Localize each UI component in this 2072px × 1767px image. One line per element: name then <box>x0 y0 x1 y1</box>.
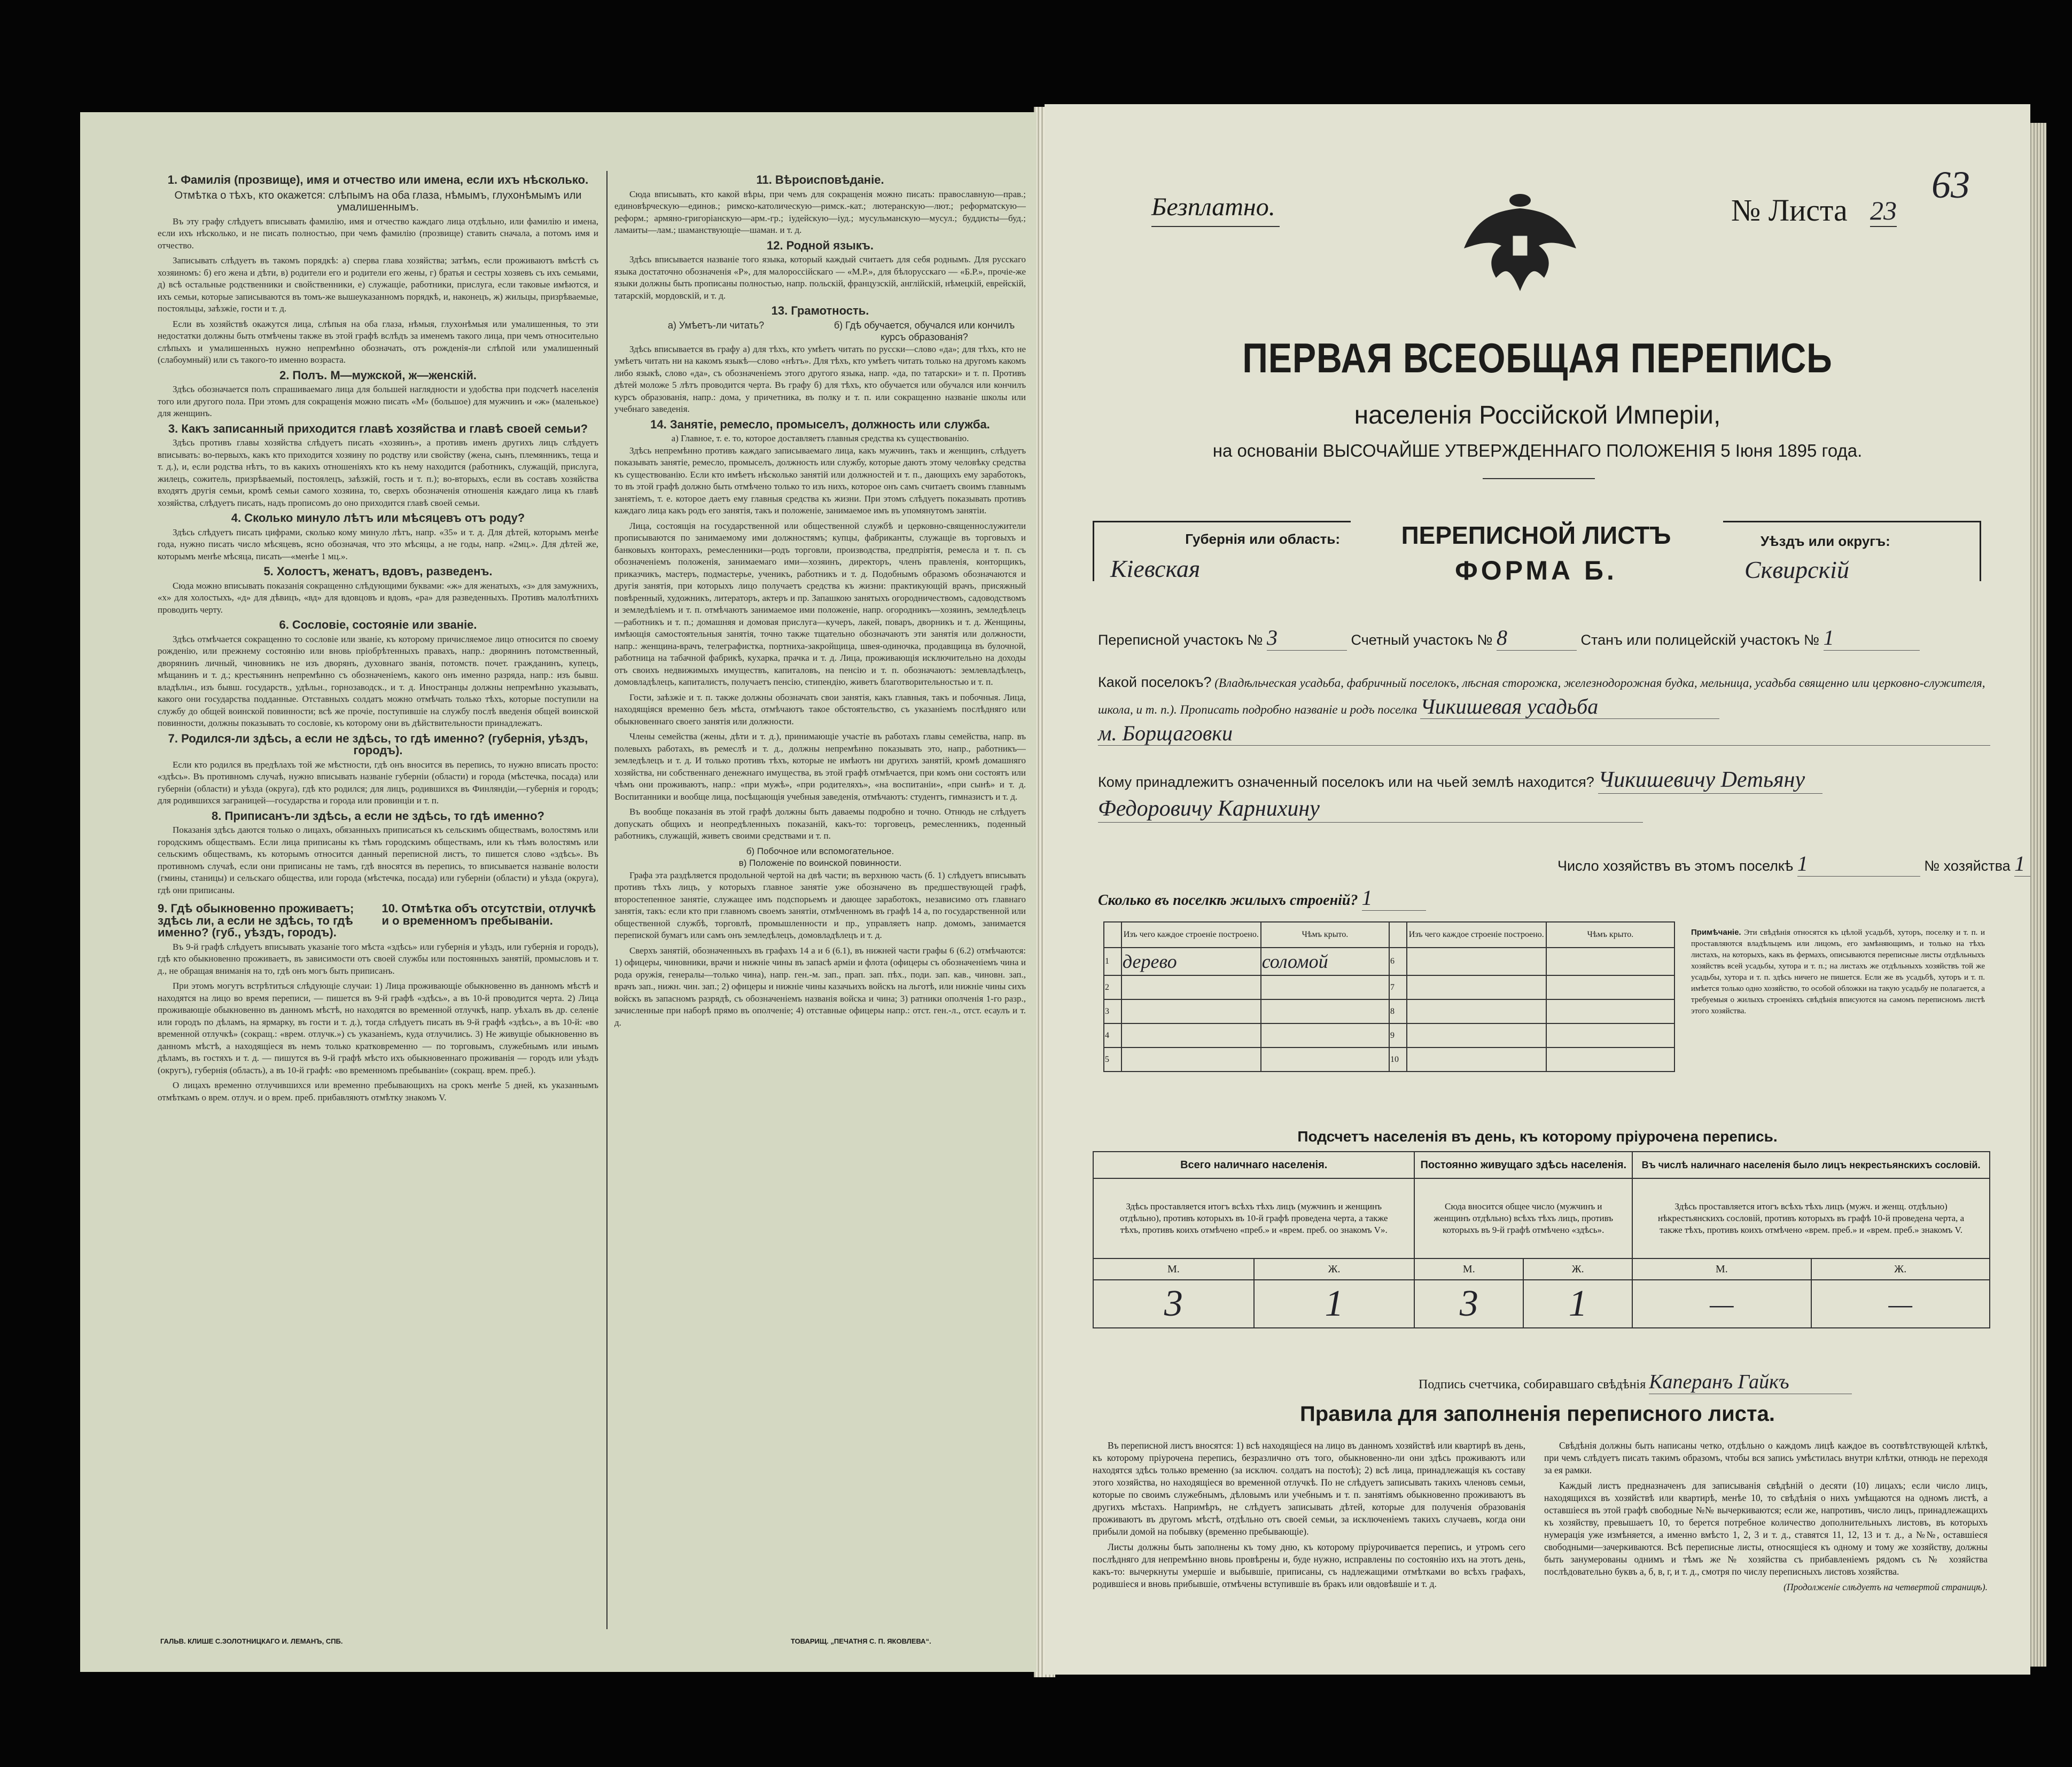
rules-text-2b: Каждый листъ предназначенъ для записыванія свѣдѣній о десяти (10) лицахъ; если число лицъ, находящихся въ хозяйствѣ или квартирѣ, менѣе 10, то свѣдѣнія о нихъ умѣщаются на одномъ листѣ, а оставшіеся въ этой графѣ свободные №№ вычеркиваются; если же, напротивъ, число лицъ, принадлежащихъ къ хозяйству, превышаетъ 10, то берется потребное количество дополнительныхъ листовъ, въ которыхъ нумерація уже измѣняется, а именно вмѣсто 1, 2, 3 и т. д., ставятся 11, 12, 13 и т. д., а №№, оставшіеся свободными—зачеркиваются. Всѣ переписные листы, относящіеся къ одному и тому же хозяйству, должны быть занумерованы однимъ и тѣмъ же № хозяйства съ прибавленіемъ рядомъ съ № хозяйства послѣдовательно буквъ а, б, в, г, и т. д., смотря по числу переписныхъ листовъ хозяйства. <box>1544 1480 1988 1577</box>
section-14a: а) Главное, т. е. то, которое доставляетъ главныя средства къ существованію. <box>671 433 969 443</box>
note-title: Примѣчаніе. <box>1691 928 1741 937</box>
free-underline <box>1151 226 1280 227</box>
permanent-males[interactable]: 3 <box>1414 1280 1523 1328</box>
settlement-value-1[interactable]: Чикишевая усадьба <box>1420 695 1719 719</box>
row-number: 3 <box>1104 999 1121 1023</box>
building-1-material[interactable]: дерево <box>1121 948 1261 975</box>
left-footer-press: ТОВАРИЩ. „ПЕЧАТНЯ С. П. ЯКОВЛЕВА“. <box>791 1637 931 1645</box>
household-number-value[interactable]: 1 <box>2014 851 2030 877</box>
bt-header-roof-2: Чѣмъ крыто. <box>1546 922 1674 948</box>
free-label: Безплатно. <box>1151 193 1275 221</box>
instructions-column-2: 11. Вѣроисповѣданіе. Сюда вписывать, кто какой вѣры, при чемъ для сокращенія можно писать: православную—прав.; единовѣрческую—единов.; римско-католическую—римск.-кат.; лютеранскую—лют.; реформатскую—реформ.; армяно-григоріанскую—арм.-гр.; іудейскую—іуд.; мусульманскую—мусул.; буддисты—буд.; ламаиты—лам.; шаманствующіе—шаман. и т. д. 12. Родной языкъ. Здѣсь вписывается названіе того языка, который каждый считаетъ для себя роднымъ. Для русскаго языка достаточно обозначенія «Р», для малороссійскаго — «М.Р.», для бѣлорусскаго — «Б.Р.», прочіе-же языки должны быть прописаны полностью, напр. польскій, французскій, англійскій, нѣмецкій, еврейскій, татарскій, мордовскій, и т. д. 13. Грамотность. а) Умѣетъ-ли читать? б) Гдѣ обучается, обучался или кончилъ курсъ образованія? Здѣсь вписывается въ графу а) для тѣхъ, кто умѣетъ читать по русски—слово «да»; для тѣхъ, кто не умѣетъ читать ни на какомъ языкѣ—слово «нѣтъ». Для тѣхъ, кто умѣетъ читать только на другомъ какомъ либо языкѣ, слово «да», съ обозначеніемъ этого другого языка, напр. «да, по татарски» и т. п. Противъ дѣтей моложе 5 лѣтъ проводится черта. Въ графу б) для тѣхъ, кто обучается или обучался или кончилъ курсъ образованія, напр.: дома, у причетника, въ полку и т. п. или сокращенно названіе школы или учебнаго заведенія. 14. Занятіе, ремесло, промыселъ, должность или служба. а) Главное, т. е. то, которое доставляетъ главныя средства къ существованію. Здѣсь непремѣнно противъ каждаго записываемаго лица, какъ мужчинъ, такъ и женщинъ, слѣдуетъ показывать занятіе, ремесло, промыселъ, должность или службу, которые даютъ этому человѣку средства къ существованію. Если кто имѣетъ нѣсколько занятій или должностей и т. п., дающихъ ему заработокъ, то въ этой графѣ должно быть отмѣчено только то изъ нихъ, которое онъ самъ считаетъ своимъ главнымъ занятіемъ, т. е. которое даетъ ему главныя средства къ жизни. При этомъ слѣдуетъ показывать противъ каждаго лица какъ родъ его занятія, такъ и положеніе, занимаемое имъ въ упомянутомъ занятіи. Лица, состоящія на государственной или общественной службѣ и церковно-священнослужители прописываются по занимаемому ими должностямъ; купцы, фабриканты, служащіе въ торговыхъ и банковыхъ конторахъ, ремесленники—родъ торговли, производства, предпріятія, ремесла и т. п. съ обозначеніемъ положенія, занимаемаго ими—хозяинъ, директоръ, членъ правленія, конторщикъ, приказчикъ, мастеръ, подмастерье, ученикъ, работникъ и т. д. Подобнымъ образомъ обозначаются и другія занятія, при которыхъ лицо получаетъ средства къ жизни: практикующій врачъ, присяжный повѣренный, художникъ, литераторъ, актеръ и пр. Запашкою занятыхъ огородничествомъ, садоводствомъ и земледѣліемъ и т. п. отмѣчаютъ занимаемое ими положеніе, напр. огородникъ—хозяинъ, земледѣлецъ—работникъ и т. п.; домашняя и домовая прислуга—кучеръ, лакей, поваръ, дворникъ и т. д. Женщины, имѣющія самостоятельныя занятія, точно также тщательно обозначаютъ эти занятія или должности, напр.: женщина-врачъ, телеграфистка, портниха-закройщица, швея-одиночка, продавщица въ булочной, работница на табачной фабрикѣ, кухарка, прачка и т. д. Лица, проживающія исключительно на доходы отъ своихъ недвижимыхъ имуществъ, капиталовъ, на пенсію и т. п. обозначаютъ: землевладѣлецъ, домовладѣлецъ, капиталистъ, получаетъ пенсію, стипендію, живетъ благотворительностью и т. п. Гости, заѣзжіе и т. п. также должны обозначать свои занятія, какъ главныя, такъ и побочныя. Лица, находящіяся временно безъ мѣста, отмѣчаютъ такое обстоятельство, съ указаніемъ послѣдняго или обыкновеннаго своего занятія или должности. Члены семейства (жены, дѣти и т. д.), принимающіе участіе въ работахъ главы семейства, напр. въ полевыхъ работахъ, въ ремеслѣ и т. д., должны непремѣнно показывать это, напр., работникъ—земледѣлецъ и т. д. И только противъ тѣхъ, которые не имѣютъ ни другихъ занятій, кромѣ домашняго хозяйства, ни собственнаго денежнаго имущества, въ этой графѣ отмѣчается, при комъ они состоятъ или чѣмъ они проживаютъ, напр.: «при мужѣ», «при родителяхъ», «на воспитаніи», «при сынѣ» и т. д. Воспитанники и вообще лица, посѣщающія учебныя заведенія, отмѣчаютъ: студентъ, гимназистъ и т. д. Въ вообще показанія въ этой графѣ должны быть даваемы подробно и точно. Отнюдь не слѣдуетъ допускать общихъ и неопредѣленныхъ показаній, какъ-то: торговецъ, ремесленникъ, поденный работникъ, служащій, живетъ своими средствами и т. п. б) Побочное или вспомогательное. в) Положеніе по воинской повинности. Графа эта раздѣляется продольной чертой на двѣ части; въ верхнюю часть (б. 1) слѣдуетъ вписывать противъ тѣхъ лицъ, у которыхъ главное занятіе уже обозначено въ предшествующей графѣ, второстепенное занятіе, служащее имъ подспорьемъ и дающее заработокъ, независимо отъ главнаго занятія, такъ: если кто при главномъ своемъ занятіи, отмѣченномъ въ графѣ 14 а, по государственной или общественной службѣ, торговлѣ, промышленности и пр., управляетъ напр. домомъ, занимается перепиской бумагъ или самъ онъ земледѣлецъ, домовладѣлецъ и т. д. Сверхъ занятій, обозначенныхъ въ графахъ 14 а и 6 (6.1), въ нижней части графы 6 (6.2) отмѣчаются: 1) офицеры, чиновники, врачи и нижніе чины въ запасѣ арміи и флота (офицеры съ обозначеніемъ чина и рода оружія, генералы—только чина), напр. ген.-м. зап., прап. зап. пѣх., поди. зап. кав., чиновн. зап., врачъ зап., нижн. чин. зап.; 2) офицеры и нижніе чины казачьихъ войскъ на льготѣ, или нижніе чины сихъ войскъ въ запасномъ разрядѣ, съ обозначеніемъ названія войска и чина; 3) ратники ополченія 1-го разр., зачисленные при наборѣ прямо въ ополченіе; 4) отставные офицеры напр.: отст. ген.-л., отст. есаулъ и т. д. <box>614 173 1026 1028</box>
row-number: 4 <box>1104 1023 1121 1047</box>
empty-cell[interactable] <box>1261 1047 1389 1072</box>
signature-label: Подпись счетчика, собиравшаго свѣдѣнія <box>1419 1378 1646 1391</box>
ct-header-non-peasant: Въ числѣ наличнаго населенія было лицъ некрестьянскихъ сословій. <box>1632 1152 1990 1178</box>
gubernia-box <box>1093 521 1351 581</box>
gubernia-label: Губернія или область: <box>1185 531 1340 547</box>
section-10-title: 10. Отмѣтка объ отсутствіи, отлучкѣ и о временномъ пребываніи. <box>381 902 596 927</box>
corner-page-number: 63 <box>1931 163 1970 206</box>
empty-cell[interactable] <box>1121 1023 1261 1047</box>
row-number: 2 <box>1104 975 1121 999</box>
table-row <box>1104 1023 1674 1047</box>
empty-cell[interactable] <box>1407 1023 1546 1047</box>
building-1-roof[interactable]: соломой <box>1261 948 1389 975</box>
empty-cell[interactable] <box>1407 1047 1546 1072</box>
rules-text-1: Въ переписной листъ вносятся: 1) всѣ находящіеся на лицо въ данномъ хозяйствѣ или квартирѣ въ день, къ которому пріурочена перепись, безразлично отъ того, обыкновенно-ли они здѣсь проживаютъ или находятся здѣсь только временно (за исключ. солдатъ на постоѣ); 2) всѣ лица, принадлежащія къ составу этого хозяйства, но находящіеся во временной отлучкѣ. По не слѣдуетъ записывать такихъ членовъ семьи, которые по своимъ служебнымъ, дѣловымъ или учебнымъ и т. п. занятіямъ обыкновенно проживаютъ въ другихъ мѣстахъ. Напримѣръ, не слѣдуетъ записывать дѣтей, которые для полученія образованія проживаютъ въ другомъ мѣстѣ, отдѣльно отъ своей семьи, за исключеніемъ такихъ случаевъ, когда они прибыли домой на побывку (временно пребывающіе). <box>1093 1440 1525 1537</box>
counting-district-value[interactable]: 8 <box>1497 625 1577 651</box>
rules-title: Правила для заполненія переписного листа. <box>1300 1402 1775 1426</box>
section-13b: б) Гдѣ обучается, обучался или кончилъ курсъ образованія? <box>834 319 1015 342</box>
main-title: ПЕРВАЯ ВСЕОБЩАЯ ПЕРЕПИСЬ <box>1242 334 1833 381</box>
census-district-label: Переписной участокъ № <box>1098 632 1263 648</box>
rules-column-2 <box>1544 1440 1988 1664</box>
gubernia-value[interactable]: Кіевская <box>1110 555 1201 582</box>
section-12-title: 12. Родной языкъ. <box>766 238 874 252</box>
settlement-hint-2: Прописать подробно названіе и родъ поселка <box>1180 703 1417 716</box>
households-row <box>1557 851 2030 877</box>
total-males[interactable]: 3 <box>1093 1280 1254 1328</box>
counting-district-label: Счетный участокъ № <box>1351 632 1493 648</box>
table-row <box>1104 999 1674 1023</box>
section-1-title: 1. Фамилія (прозвище), имя и отчество или имена, если ихъ нѣсколько. <box>167 173 589 186</box>
settlement-row <box>1098 670 1990 746</box>
section-1-subtitle: Отмѣтка о тѣхъ, кто окажется: слѣпымъ на оба глаза, нѣмымъ, глухонѣмымъ или умалишеннымъ. <box>174 189 582 213</box>
settlement-label: Какой поселокъ? <box>1098 674 1212 690</box>
section-7-title: 7. Родился-ли здѣсь, а если не здѣсь, то гдѣ именно? (губернія, уѣздъ, городъ). <box>168 731 588 757</box>
bt-header-material-2: Изъ чего каждое строеніе построено. <box>1407 922 1546 948</box>
total-females[interactable]: 1 <box>1254 1280 1415 1328</box>
empty-cell[interactable] <box>1407 975 1546 999</box>
household-number-label: № хозяйства <box>1924 858 2011 874</box>
census-district-value[interactable]: 3 <box>1267 625 1347 651</box>
row-number: 7 <box>1389 975 1407 999</box>
section-4-title: 4. Сколько минуло лѣтъ или мѣсяцевъ отъ роду? <box>231 511 525 525</box>
empty-cell[interactable] <box>1407 948 1546 975</box>
section-3-title: 3. Какъ записанный приходится главѣ хозяйства и главѣ своей семьи? <box>168 421 588 435</box>
section-6-title: 6. Сословіе, состояніе или званіе. <box>279 618 477 631</box>
table-row <box>1104 948 1674 975</box>
column-divider <box>606 171 607 1629</box>
section-11-title: 11. Вѣроисповѣданіе. <box>756 173 884 186</box>
row-number: 6 <box>1389 948 1407 975</box>
imperial-eagle-emblem-icon <box>1459 184 1582 302</box>
section-9-title: 9. Гдѣ обыкновенно проживаетъ; здѣсь ли, а если не здѣсь, то гдѣ именно? (губ., уѣздъ, городъ). <box>158 902 354 939</box>
stan-value[interactable]: 1 <box>1824 625 1920 651</box>
owner-value-2[interactable]: Федоровичу Карнихину <box>1098 795 1643 823</box>
section-14v: в) Положеніе по воинской повинности. <box>738 858 902 868</box>
owner-row <box>1098 767 1996 823</box>
empty-cell[interactable] <box>1261 975 1389 999</box>
signature-row <box>1419 1370 1852 1394</box>
empty-cell[interactable] <box>1121 999 1261 1023</box>
section-8-title: 8. Приписанъ-ли здѣсь, а если не здѣсь, то гдѣ именно? <box>212 809 544 823</box>
households-label: Число хозяйствъ въ этомъ поселкѣ <box>1557 858 1794 874</box>
ct-zh-header: Ж. <box>1254 1258 1415 1280</box>
right-page-census-form <box>1045 104 2030 1675</box>
row-number: 8 <box>1389 999 1407 1023</box>
stan-label: Станъ или полицейскій участокъ № <box>1580 632 1820 648</box>
section-5-title: 5. Холостъ, женатъ, вдовъ, разведенъ. <box>263 565 493 578</box>
owner-label: Кому принадлежитъ означенный поселокъ или на чьей землѣ находится? <box>1098 774 1594 790</box>
empty-cell[interactable] <box>1261 1023 1389 1047</box>
bt-header-material: Изъ чего каждое строеніе построено. <box>1121 922 1261 948</box>
ct-desc-permanent: Сюда вносится общее число (мужчинъ и женщинъ отдѣльно) всѣхъ тѣхъ лицъ, противъ которыхъ въ 9-й графѣ отмѣчено «здѣсь». <box>1414 1178 1632 1258</box>
signature-value[interactable]: Каперанъ Гайкъ <box>1649 1370 1852 1394</box>
rules-column-1 <box>1093 1440 1525 1653</box>
instructions-column-1: 1. Фамилія (прозвище), имя и отчество или имена, если ихъ нѣсколько. Отмѣтка о тѣхъ, кто окажется: слѣпымъ на оба глаза, нѣмымъ, глухонѣмымъ или умалишеннымъ. Въ эту графу слѣдуетъ вписывать фамилію, имя и отчество каждаго лица отдѣльно, или фамилію и имена, если ихъ нѣсколько, и не писать полностью, при чемъ фамилію (прозвище) ставить сначала, а потомъ имя и отчество. Записывать слѣдуетъ въ такомъ порядкѣ: а) сперва глава хозяйства; затѣмъ, если проживаютъ вмѣстѣ съ хозяиномъ: б) его жена и дѣти, в) родители его и родители его жены, г) братья и сестры хозяевъ съ ихъ семьями, д) всѣ остальные родственники и свойственники, е) служащіе, работники, прислуга, если таковые имѣются, и ихъ семьи, которые записываются въ томъ-же вышеуказанномъ порядкѣ, и, наконецъ, ж) жильцы, призрѣваемые, постояльцы, заѣзжіе, гости и т. д. Если въ хозяйствѣ окажутся лица, слѣпыя на оба глаза, нѣмыя, глухонѣмыя или умалишенныя, то эти недостатки должны быть отмѣчены также въ этой графѣ вслѣдъ за именемъ такого лица, при чемъ относительно слѣпыхъ и умалишенныхъ нужно непремѣнно обозначать, отъ рожденія-ли слѣпой или умалишенный (слабоумный) или съ такого-то именно возраста. 2. Полъ. М—мужской, ж—женскій. Здѣсь обозначается полъ спрашиваемаго лица для большей наглядности и удобства при подсчетѣ населенія того или другого пола. При этомъ для сокращенія можно писать «М» (большое) для мужчинъ и «ж» (маленькое) для женщинъ. 3. Какъ записанный приходится главѣ хозяйства и главѣ своей семьи? Здѣсь противъ главы хозяйства слѣдуетъ писать «хозяинъ», а противъ именъ другихъ лицъ слѣдуетъ вписывать: во-первыхъ, какъ кто приходится хозяину по родству или свойству (жена, сынъ, племянникъ, теща и т. д.), и, если родства нѣтъ, то въ какихъ отношеніяхъ кто къ нему находится (работникъ, служащій, прислуга, жилецъ, сожитель, призрѣваемый, постоялецъ, заѣзжій, гость и т. п.); во-вторыхъ, если въ составъ хозяйства входятъ другія семьи, кромѣ семьи самого хозяина, то, сверхъ обозначенія отношенія каждаго лица къ главѣ хозяйства, слѣдуетъ писать, надъ прописомъ до оно приходится главѣ своей семьи. 4. Сколько минуло лѣтъ или мѣсяцевъ отъ роду? Здѣсь слѣдуетъ писать цифрами, сколько кому минуло лѣтъ, напр. «35» и т. д. Для дѣтей, которымъ менѣе года, нужно писать число мѣсяцевъ, ясно обозначая, что это мѣсяцы, а не годы, напр. «2мц.». Для дѣтей же, которымъ менѣе мѣсяца, писать—«менѣе 1 мц.». 5. Холостъ, женатъ, вдовъ, разведенъ. Сюда можно вписывать показанія сокращенно слѣдующими буквами: «ж» для женатыхъ, «з» для замужнихъ, «х» для холостыхъ, «д» для дѣвицъ, «вд» для вдовцовъ и вдовъ, «ра» для разведенныхъ. Противъ малолѣтнихъ проводить черту. 6. Сословіе, состояніе или званіе. Здѣсь отмѣчается сокращенно то сословіе или званіе, къ которому причисляемое лицо относится по своему рожденію, или прежнему состоянію или вновь пріобрѣтенныхъ правахъ, напр.: дворянинъ потомственный, дворянинъ личный, чиновникъ не изъ дворянъ, духовнаго званія, потомств. почет. гражданинъ, купецъ, мѣщанинъ и т. д.; крестьянинъ непремѣнно съ обозначеніемъ, какого онъ именно разряда, напр.: изъ бывш. владѣльч., изъ бывш. государств., удѣльн., горнозаводск., и т. д. Иностранцы должны непремѣнно указывать, какого они государства подданные. Отставныхъ солдатъ можно отмѣчать только тѣхъ, которые поступили на службу до общей воинской повинности; всѣ же прочіе, поступившіе на службу послѣ введенія общей воинской повинности, должны показывать то сословіе, къ которому они въ дѣйствительности принадлежатъ. 7. Родился-ли здѣсь, а если не здѣсь, то гдѣ именно? (губернія, уѣздъ, городъ). Если кто родился въ предѣлахъ той же мѣстности, гдѣ онъ вносится въ перепись, то нужно вписать просто: «здѣсь». Въ противномъ случаѣ, нужно вписывать названіе губерніи (области) и города (мѣстечка, посада) или губерніи (области) и уѣзда (округа), гдѣ кто родился; для лицъ, родившихся въ Финляндіи,—губернія и городъ; для родившихся заграницей—государства и города или провинціи и т. п. 8. Приписанъ-ли здѣсь, а если не здѣсь, то гдѣ именно? Показанія здѣсь даются только о лицахъ, обязанныхъ приписаться къ сельскимъ обществамъ, волостямъ или городскимъ обществамъ. Если лица приписаны къ тѣмъ городскимъ обществамъ, или къ тѣмъ волостямъ или сельскимъ обществамъ, къ которымъ относится данный переписной листъ, то пишется слово «здѣсь». Въ противномъ случаѣ, если они приписаны не тамъ, гдѣ вносятся въ перепись, то вписывается названіе волости (гмины, станицы) и сельскаго общества, или города (мѣстечка, посада) или губерніи (области) и уѣзда (округа), гдѣ они приписаны. 9. Гдѣ обыкновенно проживаетъ; здѣсь ли, а если не здѣсь, то гдѣ именно? (губ., уѣздъ, городъ). 10. Отмѣтка объ отсутствіи, отлучкѣ и о временномъ пребываніи. Въ 9-й графѣ слѣдуетъ вписывать указаніе того мѣста «здѣсь» или губернія и уѣздъ, или губернія и городъ), гдѣ кто обыкновенно проживаетъ, въ зависимости отъ своей службы или постоянныхъ занятій, промысловъ и т. д., не обращая вниманія на то, гдѣ онъ могъ быть приписанъ. При этомъ могутъ встрѣтиться слѣдующіе случаи: 1) Лица проживающіе обыкновенно въ данномъ мѣстѣ и находятся на лицо во время переписи, — пишется въ 9-й графѣ «здѣсь», а въ 10-й проводится черта. 2) Лица проживающіе обыкновенно въ данномъ мѣстѣ, но находятся во временной отлучкѣ, напр. уѣхалъ въ др. селеніе или городъ по дѣламъ, на ярмарку, въ гости и т. д.), тогда слѣдуетъ писать въ 9-й графѣ «здѣсь», а въ 10-й: «во временной отлучкѣ» (сокращ.: «врем. отлучк.») съ указаніемъ, куда отлучились. 3) Не живущіе обыкновенно въ данномъ мѣстѣ, а находящіеся въ немъ только кратковременно — по торговымъ, служебнымъ или инымъ дѣламъ, въ гостяхъ и т. д. — пишутся въ 9-й графѣ мѣсто ихъ обыкновеннаго проживанія — городъ или уѣздъ (округъ), губернія (область), а въ 10-й графѣ: «во временномъ пребываніи» (сокращ. врем. преб.). О лицахъ временно отлучившихся или временно пребывающихъ на срокъ менѣе 5 дней, къ указаннымъ отмѣткамъ о врем. отлуч. и о врем. преб. прибавляютъ отмѣтку знакомъ V. <box>158 173 598 1103</box>
households-value[interactable]: 1 <box>1797 851 1920 877</box>
left-page-instructions <box>80 112 1037 1672</box>
permanent-females[interactable]: 1 <box>1523 1280 1632 1328</box>
ct-zh-header: Ж. <box>1811 1258 1990 1280</box>
section-13-title: 13. Грамотность. <box>771 304 869 317</box>
form-title-block <box>1365 521 1707 586</box>
buildings-label: Сколько въ поселкѣ жилыхъ строеній? <box>1098 892 1358 909</box>
buildings-note <box>1691 927 1985 1017</box>
form-title: ПЕРЕПИСНОЙ ЛИСТЪ <box>1401 521 1671 549</box>
uezd-value[interactable]: Сквирскій <box>1744 556 1849 583</box>
table-row <box>1104 975 1674 999</box>
ct-header-total: Всего наличнаго населенія. <box>1093 1152 1414 1178</box>
empty-cell[interactable] <box>1546 948 1674 975</box>
non-peasant-males[interactable]: — <box>1632 1280 1811 1328</box>
empty-cell[interactable] <box>1546 975 1674 999</box>
ct-m-header: М. <box>1632 1258 1811 1280</box>
bt-header-roof: Чѣмъ крыто. <box>1261 922 1389 948</box>
subtitle-legal-basis: на основаніи ВЫСОЧАЙШЕ УТВЕРЖДЕННАГО ПОЛОЖЕНІЯ 5 Іюня 1895 года. <box>1212 441 1863 460</box>
row-number: 5 <box>1104 1047 1121 1072</box>
rules-continued-note: (Продолженіе слѣдуетъ на четвертой страницѣ). <box>1783 1582 1988 1592</box>
uezd-box <box>1723 521 1981 581</box>
ct-zh-header: Ж. <box>1523 1258 1632 1280</box>
district-numbers-row <box>1098 625 1985 651</box>
row-number: 10 <box>1389 1047 1407 1072</box>
title-divider <box>1483 478 1595 479</box>
sheet-number-value: 23 <box>1870 195 1897 227</box>
section-13a: а) Умѣетъ-ли читать? <box>667 319 765 331</box>
empty-cell[interactable] <box>1546 1047 1674 1072</box>
population-count-table <box>1093 1151 1990 1328</box>
section-14b: б) Побочное или вспомогательное. <box>746 846 894 856</box>
empty-cell[interactable] <box>1407 999 1546 1023</box>
buildings-row <box>1098 885 1426 911</box>
row-number: 9 <box>1389 1023 1407 1047</box>
empty-cell[interactable] <box>1121 975 1261 999</box>
ct-desc-total: Здѣсь проставляется итогъ всѣхъ тѣхъ лицъ (мужчинъ и женщинъ отдѣльно), противъ которыхъ въ 10-й графѣ проведена черта, а также тѣхъ, противъ коихъ отмѣчено «преб.» и «врем. преб. оо знакомъ V». <box>1093 1178 1414 1258</box>
empty-cell[interactable] <box>1546 1023 1674 1047</box>
settlement-value-2[interactable]: м. Борщаговки <box>1098 722 1990 746</box>
buildings-table <box>1103 921 1675 1072</box>
left-footer-printer: ГАЛЬВ. КЛИШЕ С.ЗОЛОТНИЦКАГО И. ЛЕМАНЪ, СПБ. <box>160 1637 343 1645</box>
ct-m-header: М. <box>1414 1258 1523 1280</box>
settlement-hint: (Владѣльческая усадьба, фабричный поселокъ, лѣсная сторожка, железнодорожная будка, мельница, усадьба священно или церковно-служителя, школа, и т. п.). <box>1098 676 1985 716</box>
empty-cell[interactable] <box>1546 999 1674 1023</box>
rules-text-2: Свѣдѣнія должны быть написаны четко, отдѣльно о каждомъ лицѣ каждое въ соотвѣтствующей клѣткѣ, при чемъ слѣдуетъ писать такимъ образомъ, чтобы вся запись умѣстилась внутри клѣтки, отнюдь не переходя за ея рамки. <box>1544 1440 1988 1475</box>
empty-cell[interactable] <box>1121 1047 1261 1072</box>
uezd-label: Уѣздъ или округъ: <box>1761 533 1890 549</box>
sheet-number-label: № Листа <box>1731 193 1848 228</box>
buildings-value[interactable]: 1 <box>1362 885 1426 911</box>
section-14-title: 14. Занятіе, ремесло, промыселъ, должность или служба. <box>650 417 990 431</box>
section-2-title: 2. Полъ. М—мужской, ж—женскій. <box>279 368 477 382</box>
empty-cell[interactable] <box>1261 999 1389 1023</box>
note-text: Эти свѣдѣнія относятся къ цѣлой усадьбѣ, хуторъ, поселку и т. п. и проставляются владѣльцемъ или лицомъ, его замѣняющимъ, и только на тѣхъ листахъ, на которыхъ, какъ въ фермахъ, описываются переписные листы отдѣльныхъ хозяйствъ всей усадьбы, хутора и т. п.; на листахъ же отдѣльныхъ хозяйствъ той же усадьбы, хутора и т. п. здѣсь ничего не пишется. Если же въ усадьбѣ, хуторъ и т. п. имѣется только одно хозяйство, то особой обложки на такую усадьбу не полагается, а требуемыя о жилыхъ строеніяхъ свѣдѣнія вписуются на самомъ переписномъ листѣ этого хозяйства. <box>1691 928 1985 1015</box>
row-number: 1 <box>1104 948 1121 975</box>
owner-value-1[interactable]: Чикишевичу Demьяну <box>1598 767 1822 794</box>
non-peasant-females[interactable]: — <box>1811 1280 1990 1328</box>
rules-text-1b: Листы должны быть заполнены къ тому дню, къ которому пріурочивается перепись, и утромъ сего послѣдняго для непремѣнно вновь провѣрены и, буде нужно, исправлены по состоянію ихъ на этотъ день, какъ-то: вычеркнуты умершіе и выбывшіе, приписаны, съ надлежащими отмѣтками во всѣхъ графахъ, родившіеся и вновь прибывшіе, отмѣчены вступившіе въ бракъ или овдовѣвшіе и т. д. <box>1093 1542 1525 1589</box>
population-count-title: Подсчетъ населенія въ день, къ которому пріурочена перепись. <box>1297 1128 1778 1145</box>
ct-m-header: М. <box>1093 1258 1254 1280</box>
subtitle: населенія Россійской Имперіи, <box>1354 401 1721 429</box>
form-subtitle: ФОРМА Б. <box>1455 556 1617 585</box>
table-row <box>1104 1047 1674 1072</box>
ct-header-permanent: Постоянно живущаго здѣсь населенія. <box>1414 1152 1632 1178</box>
ct-desc-non-peasant: Здѣсь проставляется итогъ всѣхъ тѣхъ лицъ (мужч. и женщ. отдѣльно) нѣкрестьянскихъ сословій, противъ которыхъ въ графѣ 10-й проведена черта, а также тѣхъ, противъ коихъ отмѣчено «врем. преб.» и «врем. преб.» знакомъ V. <box>1632 1178 1990 1258</box>
